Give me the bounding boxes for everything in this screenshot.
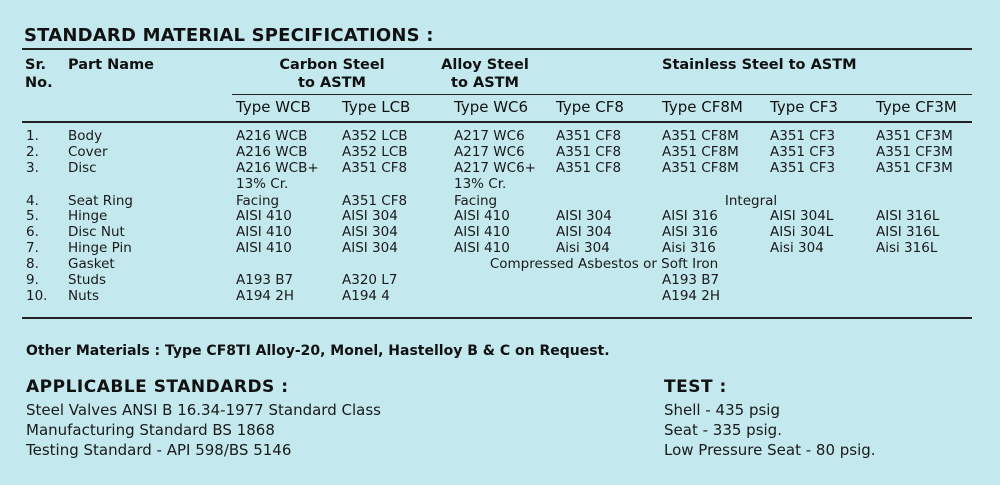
row-part-name: Disc [68, 160, 97, 176]
row-number: 10. [26, 288, 48, 304]
standard-line: Manufacturing Standard BS 1868 [26, 421, 275, 439]
cell-cf8m: Aisi 316 [662, 240, 716, 256]
cell-wc6: AISI 410 [454, 224, 510, 240]
cell-wc6: A217 WC6 [454, 128, 525, 144]
row-number: 1. [26, 128, 39, 144]
cell-cf8m: A194 2H [662, 288, 721, 304]
cell-wc6: AISI 410 [454, 240, 510, 256]
row-number: 6. [26, 224, 39, 240]
cell-lcb: AISI 304 [342, 208, 398, 224]
row-part-name: Nuts [68, 288, 99, 304]
standard-line: Steel Valves ANSI B 16.34-1977 Standard Class [26, 401, 381, 419]
cell-wcb: AISI 410 [236, 224, 292, 240]
row-part-name: Cover [68, 144, 108, 160]
cell-lcb: A352 LCB [342, 128, 408, 144]
cell-wcb: A216 WCB [236, 144, 308, 160]
cell-cf3: A351 CF3 [770, 160, 836, 176]
cell-wc6-note: 13% Cr. [454, 176, 507, 192]
row-part-name: Hinge Pin [68, 240, 132, 256]
header-mid-rule [232, 94, 972, 95]
cell-wcb-note: 13% Cr. [236, 176, 289, 192]
header-no-label: No. [25, 75, 53, 91]
type-wc6: Type WC6 [454, 98, 529, 116]
cell-cf8: A351 CF8 [556, 160, 622, 176]
cell-cf3m: AISI 316L [876, 208, 940, 224]
row-number: 7. [26, 240, 39, 256]
cell-lcb: A351 CF8 [342, 193, 408, 209]
test-heading: TEST : [664, 377, 727, 397]
type-lcb: Type LCB [342, 98, 411, 116]
cell-lcb: A320 L7 [342, 272, 398, 288]
row-part-name: Disc Nut [68, 224, 125, 240]
type-cf8m: Type CF8M [662, 98, 743, 116]
cell-cf3: Aisi 304 [770, 240, 824, 256]
cell-lcb: A351 CF8 [342, 160, 408, 176]
cell-cf3m: AISI 316L [876, 224, 940, 240]
cell-wc6: Facing [454, 193, 498, 209]
cell-cf3: AISi 304L [770, 224, 834, 240]
cell-wcb: Facing [236, 193, 280, 209]
cell-cf3m: A351 CF3M [876, 128, 953, 144]
cell-cf3m: A351 CF3M [876, 144, 953, 160]
cell-cf8m: A351 CF8M [662, 144, 739, 160]
type-cf3: Type CF3 [770, 98, 838, 116]
cell-gasket-span: Compressed Asbestos or Soft Iron [489, 256, 719, 272]
group-alloy-line2: to ASTM [451, 75, 519, 91]
row-part-name: Seat Ring [68, 193, 133, 209]
cell-wc6: A217 WC6 [454, 144, 525, 160]
test-line: Seat - 335 psig. [664, 421, 782, 439]
cell-wcb: AISI 410 [236, 208, 292, 224]
cell-cf8m: A193 B7 [662, 272, 720, 288]
header-group-carbon-steel [262, 56, 402, 92]
cell-lcb: A194 4 [342, 288, 390, 304]
group-alloy-line1: Alloy Steel [441, 57, 529, 73]
row-number: 5. [26, 208, 39, 224]
standard-line: Testing Standard - API 598/BS 5146 [26, 441, 292, 459]
cell-lcb: A352 LCB [342, 144, 408, 160]
page-title: STANDARD MATERIAL SPECIFICATIONS : [24, 25, 434, 46]
cell-cf8m: AISI 316 [662, 208, 718, 224]
cell-cf8m: A351 CF8M [662, 160, 739, 176]
cell-lcb: AISI 304 [342, 240, 398, 256]
cell-wcb: A216 WCB [236, 128, 308, 144]
applicable-standards-heading: APPLICABLE STANDARDS : [26, 377, 289, 397]
row-number: 8. [26, 256, 39, 272]
cell-cf8: AISI 304 [556, 224, 612, 240]
cell-cf3: A351 CF3 [770, 144, 836, 160]
type-wcb: Type WCB [236, 98, 311, 116]
cell-cf8m: AISI 316 [662, 224, 718, 240]
row-number: 4. [26, 193, 39, 209]
cell-cf3m: A351 CF3M [876, 160, 953, 176]
cell-lcb: AISI 304 [342, 224, 398, 240]
header-group-stainless-steel: Stainless Steel to ASTM [662, 57, 857, 73]
type-cf3m: Type CF3M [876, 98, 957, 116]
other-materials-note: Other Materials : Type CF8TI Alloy-20, Monel, Hastelloy B & C on Request. [26, 343, 610, 359]
row-part-name: Body [68, 128, 103, 144]
row-part-name: Gasket [68, 256, 115, 272]
cell-cf8m: A351 CF8M [662, 128, 739, 144]
table-bottom-rule [22, 317, 972, 319]
row-part-name: Studs [68, 272, 107, 288]
cell-cf8: A351 CF8 [556, 128, 622, 144]
cell-wc6: A217 WC6+ [454, 160, 536, 176]
cell-cf3: AISI 304L [770, 208, 834, 224]
header-group-alloy-steel [425, 56, 545, 92]
cell-cf8: A351 CF8 [556, 144, 622, 160]
group-carbon-line1: Carbon Steel [279, 57, 385, 73]
group-carbon-line2: to ASTM [298, 75, 366, 91]
header-sr-label: Sr. [25, 57, 47, 73]
row-number: 2. [26, 144, 39, 160]
header-top-rule [22, 48, 972, 50]
row-number: 9. [26, 272, 39, 288]
type-cf8: Type CF8 [556, 98, 624, 116]
test-line: Shell - 435 psig [664, 401, 780, 419]
test-line: Low Pressure Seat - 80 psig. [664, 441, 876, 459]
header-part-name: Part Name [68, 57, 155, 73]
cell-cf3: A351 CF3 [770, 128, 836, 144]
header-bottom-rule [22, 121, 972, 123]
cell-cf3m: Aisi 316L [876, 240, 938, 256]
cell-cf8: AISI 304 [556, 208, 612, 224]
cell-wcb: A216 WCB+ [236, 160, 319, 176]
cell-wcb: A194 2H [236, 288, 295, 304]
cell-wcb: AISI 410 [236, 240, 292, 256]
header-sr [25, 56, 53, 92]
cell-stainless-integral: Integral [724, 193, 778, 209]
cell-cf8: Aisi 304 [556, 240, 610, 256]
row-part-name: Hinge [68, 208, 108, 224]
row-number: 3. [26, 160, 39, 176]
cell-wc6: AISI 410 [454, 208, 510, 224]
cell-wcb: A193 B7 [236, 272, 294, 288]
